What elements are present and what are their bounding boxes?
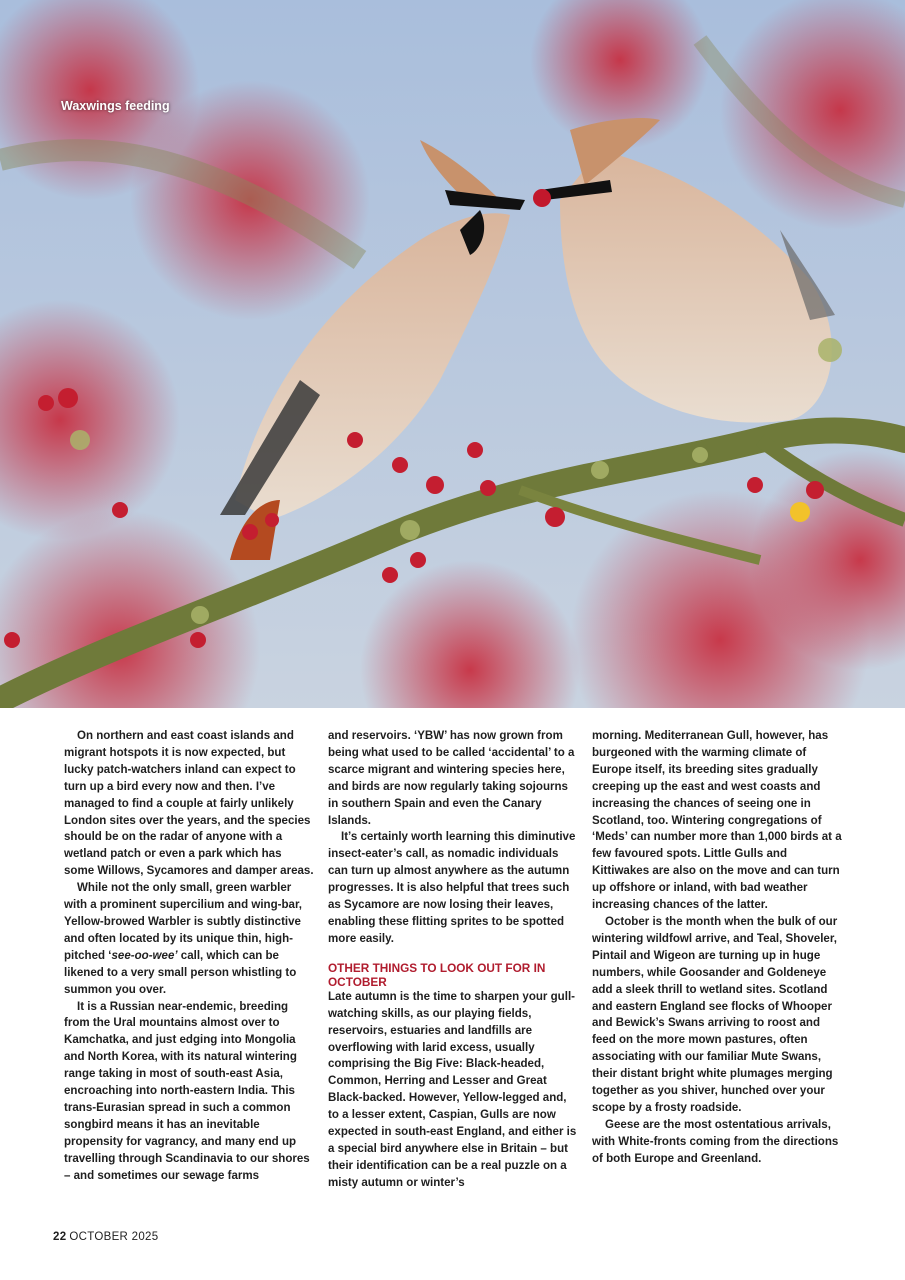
paragraph: It’s certainly worth learning this diminutive insect-eater’s call, as nomadic individuals can turn up almost anywhere as the autumn progresses. It is also helpful that trees such as Sycamore are now losing their leaves, enabling these flitting sprites to be spotted more easily.	[328, 831, 576, 945]
column-1	[64, 728, 314, 1184]
article-body	[64, 728, 840, 1208]
paragraph	[64, 880, 314, 998]
column-3	[592, 728, 842, 1168]
paragraph-text: While not the only small, green warbler with a prominent supercilium and wing-bar, Yellow-browed Warbler is subtly distinctive and often located by its unique thin, high-pitched ‘	[64, 882, 303, 962]
paragraph: and reservoirs. ‘YBW’ has now grown from being what used to be called ‘accidental’ to a scarce migrant and wintering species here, and birds are now regularly taking sojourns in southern Spain and even the Canary Islands.	[328, 730, 575, 827]
paragraph: October is the month when the bulk of our wintering wildfowl arrive, and Teal, Shoveler, Pintail and Wigeon are turning up in huge numbers, while Goosander and Goldeneye add a sleek thrill to wetland sites. Scotland and eastern England see flocks of Whooper and Bewick’s Swans arriving to roost and feed on the more mown pastures, often associating with our familiar Mute Swans, their distant bright white plumages merging together as you shiver, hunched over your scope by a frosty roadside.	[592, 915, 838, 1114]
column-2	[328, 728, 578, 1192]
page-number: 22	[53, 1231, 67, 1243]
issue-date: OCTOBER 2025	[69, 1231, 159, 1243]
page-footer	[53, 1231, 158, 1243]
paragraph-text: call, which can be likened to a very small person whistling to summon you over.	[64, 949, 297, 996]
paragraph: It is a Russian near-endemic, breeding from the Ural mountains almost over to Kamchatka, and just edging into Mongolia and North Korea, with its natural wintering range taking in most of south-east Asia, encroaching into north-eastern India. This trans-Eurasian spread in such a common songbird means it has an inevitable propensity for vagrancy, and many end up travelling through Scandinavia to our shores – and sometimes our sewage farms	[64, 1000, 310, 1182]
paragraph: Geese are the most ostentatious arrivals, with White-fronts coming from the directions of both Europe and Greenland.	[592, 1118, 839, 1165]
photo-caption: Waxwings feeding	[61, 99, 170, 113]
paragraph: morning. Mediterranean Gull, however, has burgeoned with the warming climate of Europe itself, its breeding sites gradually creeping up the east and west coasts and increasing the chances of seeing one in Scotland, too. Wintering congregations of ‘Meds’ can number more than 1,000 birds at a few favoured spots. Little Gulls and Kittiwakes are also on the move and can turn up offshore or inland, with bad weather increasing chances of the latter.	[592, 730, 842, 912]
paragraph: Late autumn is the time to sharpen your gull-watching skills, as our playing fields, reservoirs, estuaries and landfills are overflowing with larid excess, usually comprising the Big Five: Black-headed, Common, Herring and Lesser and Great Black-backed. However, Yellow-legged and, to a lesser extent, Caspian, Gulls are now expected in south-east England, and either is a special bird anywhere else in Britain – but their identification can be a real puzzle on a misty autumn or winter’s	[328, 990, 577, 1189]
call-phrase: see-oo-wee’	[111, 949, 178, 962]
section-subheading: OTHER THINGS TO LOOK OUT FOR IN OCTOBER	[328, 960, 546, 989]
paragraph: On northern and east coast islands and migrant hotspots it is now expected, but lucky patch-watchers inland can expect to turn up a bird every now and then. I’ve managed to find a couple at fairly unlikely London sites over the years, and the species should be on the radar of anyone with a wetland patch or even a park which has some Willows, Sycamores and damper areas.	[64, 730, 314, 878]
